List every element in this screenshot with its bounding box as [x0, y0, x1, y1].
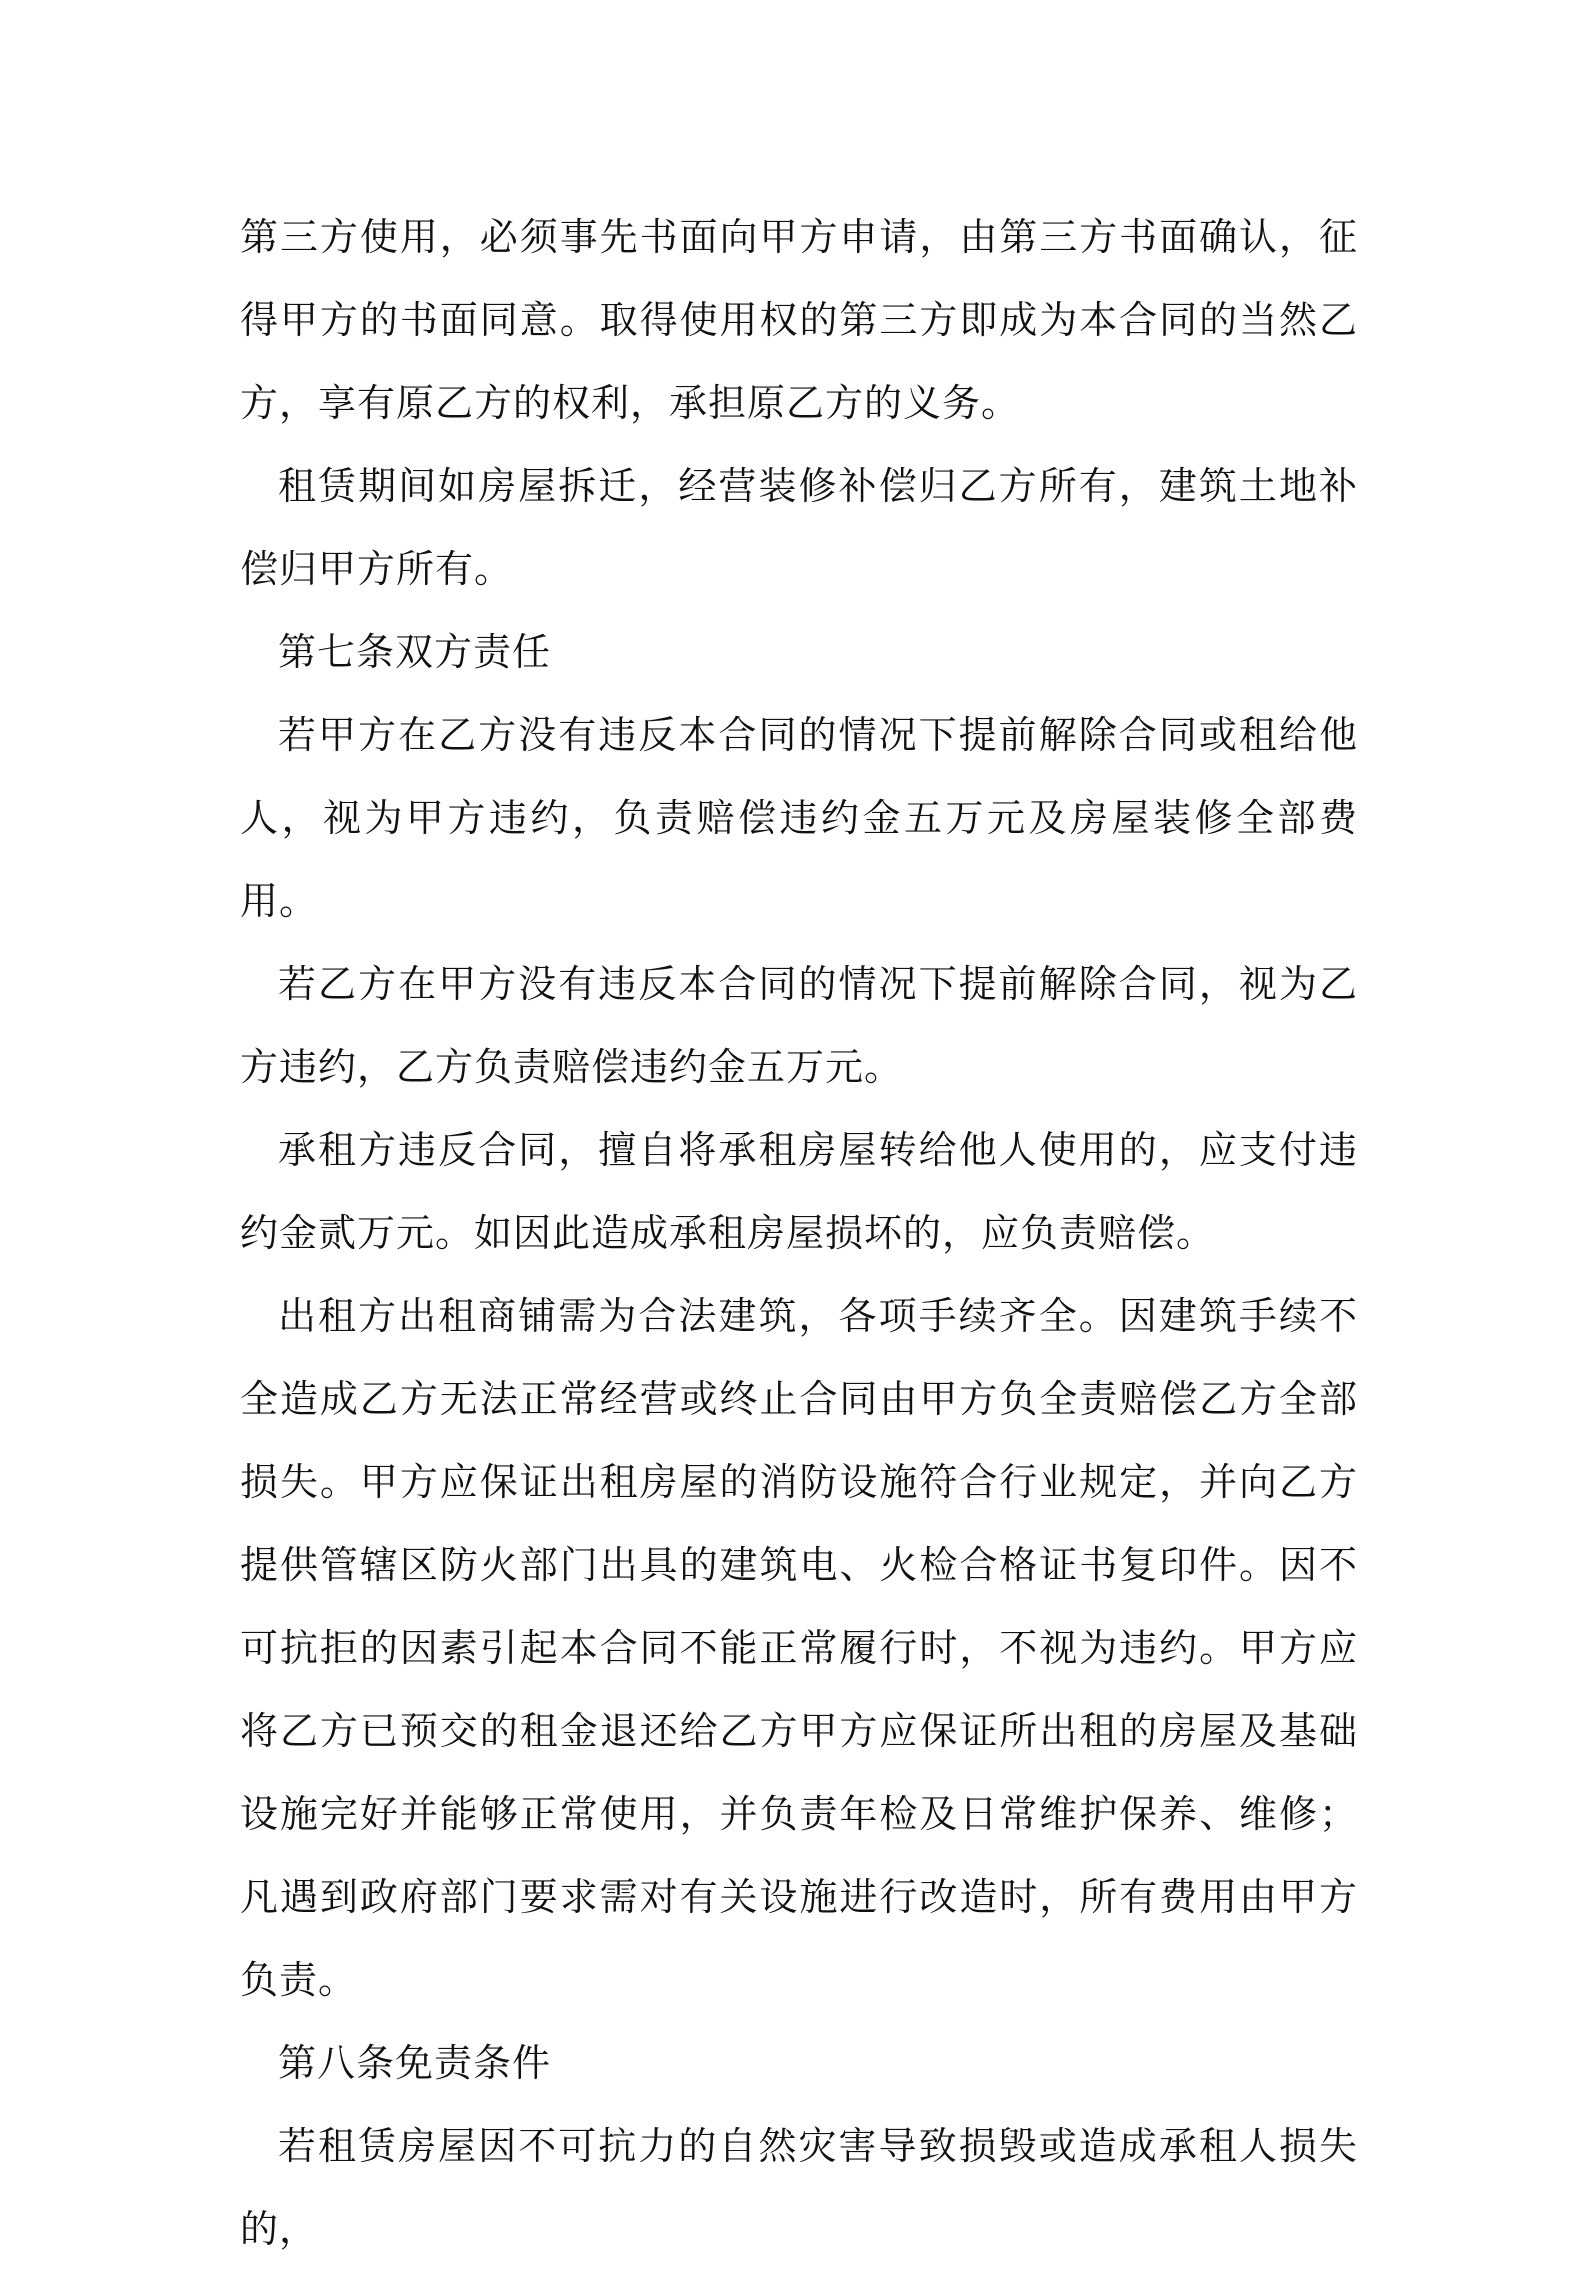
document-body: [240, 196, 1358, 2271]
paragraph-party-a-breach: 若甲方在乙方没有违反本合同的情况下提前解除合同或租给他人，视为甲方违约，负责赔偿违约金五万元及房屋装修全部费用。: [240, 713, 1358, 923]
section-heading-article-8: 第八条免责条件: [278, 2041, 552, 2085]
paragraph-lessor-obligations: 出租方出租商铺需为合法建筑，各项手续齐全。因建筑手续不全造成乙方无法正常经营或终止合同由甲方负全责赔偿乙方全部损失。甲方应保证出租房屋的消防设施符合行业规定，并向乙方提供管辖区防火部门出具的建筑电、火检合格证书复印件。因不可抗拒的因素引起本合同不能正常履行时，不视为违约。甲方应将乙方已预交的租金退还给乙方甲方应保证所出租的房屋及基础设施完好并能够正常使用，并负责年检及日常维护保养、维修；凡遇到政府部门要求需对有关设施进行改造时，所有费用由甲方负责。: [240, 1294, 1358, 2002]
paragraph-third-party-use: 第三方使用，必须事先书面向甲方申请，由第三方书面确认，征得甲方的书面同意。取得使用权的第三方即成为本合同的当然乙方，享有原乙方的权利，承担原乙方的义务。: [240, 215, 1358, 425]
section-heading-article-7: 第七条双方责任: [278, 630, 552, 674]
paragraph-demolition-compensation: 租赁期间如房屋拆迁，经营装修补偿归乙方所有，建筑土地补偿归甲方所有。: [240, 464, 1358, 591]
paragraph-party-b-breach: 若乙方在甲方没有违反本合同的情况下提前解除合同，视为乙方违约，乙方负责赔偿违约金五万元。: [240, 962, 1358, 1089]
paragraph-force-majeure: 若租赁房屋因不可抗力的自然灾害导致损毁或造成承租人损失的，: [240, 2124, 1358, 2251]
paragraph-sublease-breach: 承租方违反合同，擅自将承租房屋转给他人使用的，应支付违约金贰万元。如因此造成承租房屋损坏的，应负责赔偿。: [240, 1128, 1358, 1255]
